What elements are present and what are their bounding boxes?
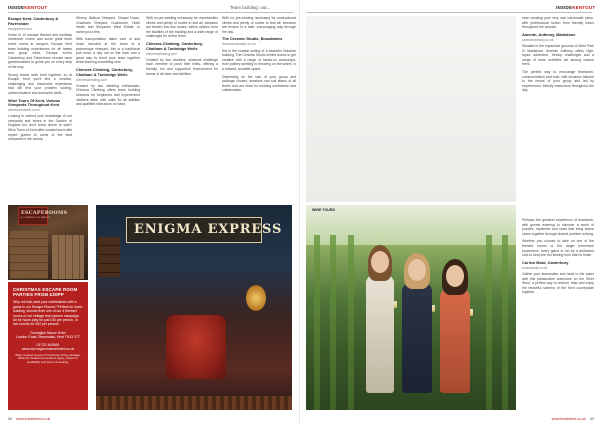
article-website[interactable]: curlewwold.co.uk (522, 265, 548, 270)
right-footer-url[interactable]: www.insidekent.co.uk (551, 417, 586, 421)
article-paragraph: Created by two climbing enthusiasts, Chimera Climbing offers team building sessions for beginners and experienced climbers alike, with walls for all abilities and qualified instructors on hand. (76, 83, 140, 107)
vine-row (330, 235, 336, 410)
vine-row (486, 235, 492, 410)
header-rule (8, 12, 294, 13)
escape-rooms-sign-subtext: @ DORRINGTON MANOR (20, 217, 51, 219)
article-heading: Wine Tours Of Kent, Various Vineyards Throughout Kent (8, 97, 61, 108)
photo-armchair (166, 315, 226, 379)
right-page-number: 69 (590, 417, 594, 421)
person-2-face (408, 259, 426, 281)
photo-lamp (246, 285, 266, 311)
article-paragraph: With no pre-existing necessary for uncertainties climbs and plenty of routes to test all, sessions are broken into two routes: tuition options from the facilities of the building and a wide range of challenges for all the team. (146, 16, 218, 39)
person-1-face (371, 251, 389, 273)
right-masthead (556, 5, 595, 10)
left-folio (8, 417, 50, 421)
ad-body: Why not kick-start your celebrations with a game in our Escape Rooms? Perfect for team-building, choose from one of our 4 themed rooms or our vintage real cartoon campaign. All for hours play for just £30 per person, or two rounds for £60 per person! (13, 300, 83, 327)
person-2 (402, 283, 432, 393)
article-paragraph: Whether you choose to take on one of the themed rooms or the larger immersive experience, every game is run by a dedicated host to keep the fun flowing from start to finish. (522, 239, 594, 258)
right-folio (552, 417, 594, 421)
article-paragraph: Winery, Balfour Vineyard, Chapel Down, Chartham Vineyard, Gusbourne, Hush Heath and Simpsons Wine Estate, to name just a few. (76, 16, 140, 34)
article-heading: Curlew Wold, Canterbury (522, 259, 569, 265)
person-3-face (446, 265, 464, 287)
wine-glass (470, 309, 473, 316)
article-paragraph: Gather your teammates and head to the water with this pleasurable adventure on the River Stour, a perfect way to unwind, relax and enjoy the beautiful scenery of the Kent countryside together. (522, 271, 594, 295)
article-paragraph: The perfect way to encourage teamwork, communication and trust, with sessions tailored to the needs of your group and led by experienced, friendly instructors throughout the day. (522, 69, 594, 93)
article-heading: Escape Kent, Canterbury & Faversham (8, 16, 59, 26)
person-1 (366, 275, 394, 393)
photo-floor (96, 396, 292, 410)
left-page-number: 66 (8, 417, 12, 421)
brand-name: INSIDE (8, 5, 25, 10)
article-website[interactable]: chimeraclimbing.com (146, 51, 177, 56)
vineyard-photo (306, 205, 516, 410)
right-column-2 (522, 218, 594, 410)
article-heading: Amerah, Anthony, Maidstone (522, 31, 576, 37)
left-footer-url[interactable]: www.insidekent.co.uk (16, 417, 51, 421)
vine-row (314, 235, 320, 410)
article-heading: The Ceramic Studio, Broadstairs (222, 36, 283, 42)
article-website[interactable]: winetoursofkent.co.uk (8, 108, 40, 113)
section-tag: Team building: out... (230, 5, 271, 10)
article-website[interactable]: amerahanthony.co.uk (522, 37, 554, 42)
article-paragraph: even creating your very own handmade piece, with professional tuition from friendly tutors throughout the session. (522, 16, 594, 30)
ad-website[interactable]: www.dorringtonmanorhotel.co.uk (21, 346, 75, 351)
article-paragraph: Perhaps the greatest experience of teamwork, with guests entering to discover a world of puzzles, mysteries and clues that bring teams closer together through shared problem solving. (522, 218, 594, 236)
left-column-2 (76, 16, 140, 202)
left-column-4 (222, 16, 296, 202)
article-paragraph: Looking to extend your knowledge of our vineyards and wines in the Garden of England but don't know where to start? Wine Tours of Kent offer curated tours with expert guides to some of the best vineyards in the county. (8, 114, 72, 142)
article-website[interactable]: chimeraclimbing.com (76, 77, 107, 82)
brand-accent: KENT (24, 5, 38, 10)
article-website[interactable]: escapekent.com (8, 26, 33, 31)
left-masthead (8, 5, 47, 10)
enigma-express-photo (96, 205, 292, 410)
article-heading: Chimera Climbing, Canterbury, Chatham & Tunbridge Wells (146, 40, 203, 51)
photo-sky (306, 205, 516, 245)
right-header-rule (306, 12, 592, 13)
article-paragraph: Situated in the expansive grounds of Mote Park in Maidstone, Amerah Anthony offers high-ropes adventure, treetop challenges and a range of team activities set among mature trees. (522, 43, 594, 67)
vine-row (348, 235, 354, 410)
right-brand-accent: KENT (572, 5, 586, 10)
ad-fine-print: When booked as part of Christmas dining package. Minimum headcount numbers apply, subject to availability and terms of booking. (15, 352, 81, 365)
christmas-escape-ad (8, 282, 88, 410)
vine-row (502, 235, 508, 410)
vineyard-photo-label: WINE TOURS (312, 208, 335, 212)
article-paragraph: With no pre-existing necessary for unstructured climbs and plenty of routes to test all, sessions are broken in a safe, encouraging way through the day. (222, 16, 296, 34)
photo-drawer (10, 231, 48, 279)
article-paragraph: Set in the coastal setting of a beautiful Victorian building, The Ceramic Studio invites teams to get creative with a range of hands-on workshops, from pottery painting to throwing on the wheel, in a relaxed, sociable space. (222, 48, 296, 71)
ad-title: CHRISTMAS ESCAPE ROOM PARTIES FROM £30PP (13, 287, 78, 298)
wine-glass (432, 305, 435, 312)
right-top-image (306, 16, 516, 202)
article-paragraph: Strong teams work best together, so at Escape Kent you'll find a creative, challenging and immersive experience that will test your problem solving, communication and teamwork skills. (8, 72, 72, 95)
ad-phone[interactable]: 01732 462681 (36, 342, 60, 347)
article-paragraph: With transportation taken care of and lunch included at the heart of a picturesque vineyard, this is a traditional pub meal, a day out on the town and a great way to bond your team together while learning something new. (76, 37, 140, 65)
ad-venue-address: London Road, Sevenoaks, Kent TN13 2TT (15, 335, 81, 340)
section-name: OUT (37, 5, 48, 10)
right-brand-name: INSIDE (556, 5, 573, 10)
left-column-3 (146, 16, 218, 202)
ad-venue-name: Dorrington Manor Hotel (30, 330, 66, 335)
escape-rooms-photo (8, 205, 88, 280)
photo-cabinet (52, 235, 84, 279)
escape-rooms-sign-text: ESCAPEROOMS (21, 210, 68, 216)
right-column-1 (522, 16, 594, 216)
right-page (300, 0, 600, 424)
wine-glass (394, 301, 397, 308)
photo-shelf (98, 237, 120, 277)
right-section-name: OUT (585, 5, 596, 10)
article-heading: Chimera Climbing, Canterbury, Chatham & Tunbridge Wells (76, 66, 133, 77)
article-paragraph: Depending on the size of your group and package chosen, sessions can suit teams of all levels and are ideal for building confidence and collaboration. (222, 74, 296, 93)
article-website[interactable]: theceramicstudio.co.uk (222, 42, 256, 47)
article-paragraph: Created by two climbers, sessions challenge each member to push their limits, offering a friendly, fun and supportive environment for teams of all sizes and abilities. (146, 57, 218, 76)
article-paragraph: Home to 10 escape themed and multiday immersive rooms and some great team event rooms to conquer, Escape Kent team building experiences for all tastes and group sizes. Escape Kent's Canterbury and Faversham venues have gamesmasters to guide you on every step of the way. (8, 32, 72, 69)
person-3 (440, 289, 470, 393)
enigma-sign-text: ENIGMA EXPRESS (134, 222, 283, 237)
left-column-1 (8, 16, 72, 202)
